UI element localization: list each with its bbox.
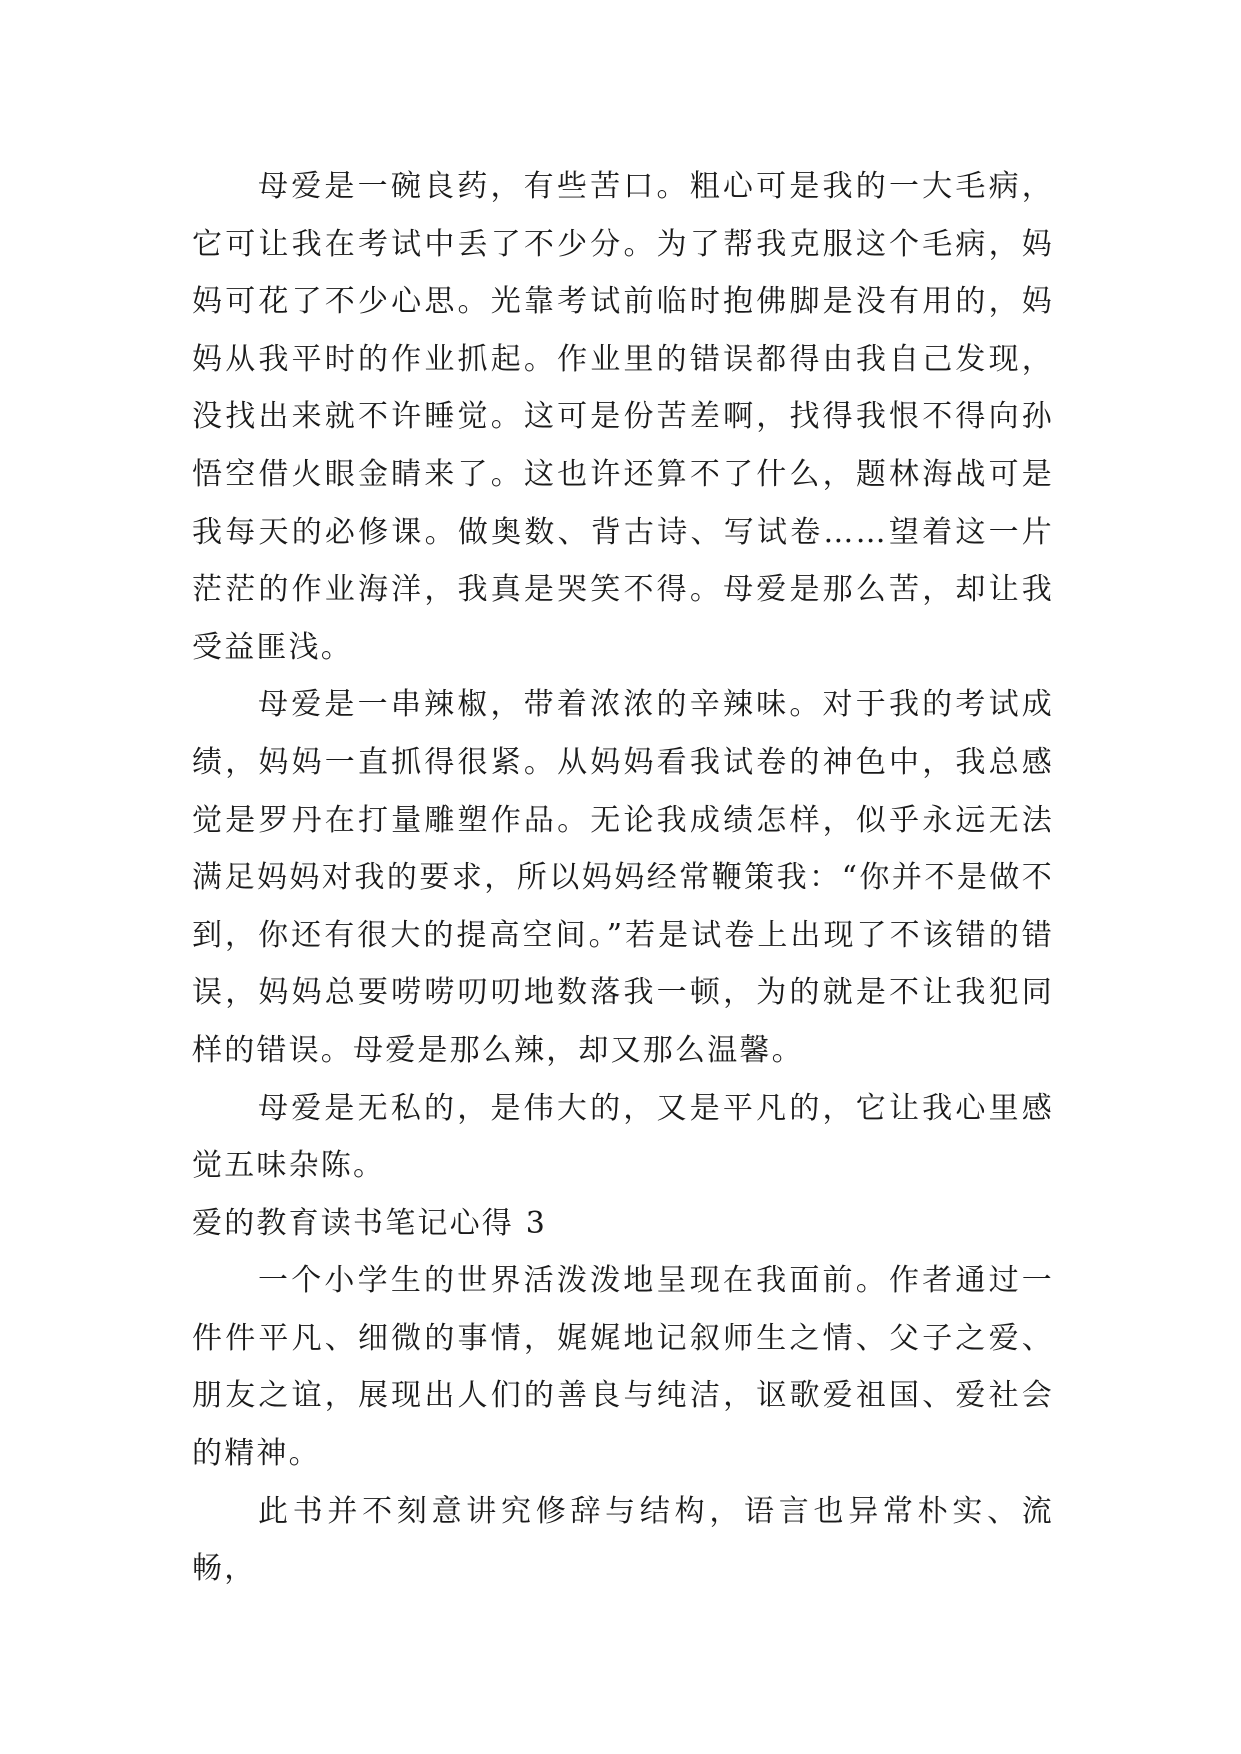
- paragraph-student-world: 一个小学生的世界活泼泼地呈现在我面前。作者通过一件件平凡、细微的事情，娓娓地记叙师生之情、父子之爱、朋友之谊，展现出人们的善良与纯洁，讴歌爱祖国、爱社会的精神。: [192, 1263, 1054, 1472]
- paragraph-language-style: 此书并不刻意讲究修辞与结构，语言也异常朴实、流畅，: [192, 1493, 1054, 1587]
- paragraph-bitter-medicine: 母爱是一碗良药，有些苦口。粗心可是我的一大毛病，它可让我在考试中丢了不少分。为了帮我克服这个毛病，妈妈可花了不少心思。光靠考试前临时抱佛脚是没有用的，妈妈从我平时的作业抓起。作业里的错误都得由我自己发现，没找出来就不许睡觉。这可是份苦差啊，找得我恨不得向孙悟空借火眼金睛来了。这也许还算不了什么，题林海战可是我每天的必修课。做奥数、背古诗、写试卷……望着这一片茫茫的作业海洋，我真是哭笑不得。母爱是那么苦，却让我受益匪浅。: [192, 169, 1054, 665]
- section-heading: 爱的教育读书笔记心得 3: [192, 1205, 548, 1241]
- paragraph-chili: 母爱是一串辣椒，带着浓浓的辛辣味。对于我的考试成绩，妈妈一直抓得很紧。从妈妈看我试卷的神色中，我总感觉是罗丹在打量雕塑作品。无论我成绩怎样，似乎永远无法满足妈妈对我的要求，所以妈妈经常鞭策我：“你并不是做不到，你还有很大的提高空间。”若是试卷上出现了不该错的错误，妈妈总要唠唠叨叨地数落我一顿，为的就是不让我犯同样的错误。母爱是那么辣，却又那么温馨。: [192, 687, 1054, 1068]
- document-body: [192, 158, 1054, 1598]
- paragraph-selfless-love: 母爱是无私的，是伟大的，又是平凡的，它让我心里感觉五味杂陈。: [192, 1090, 1054, 1184]
